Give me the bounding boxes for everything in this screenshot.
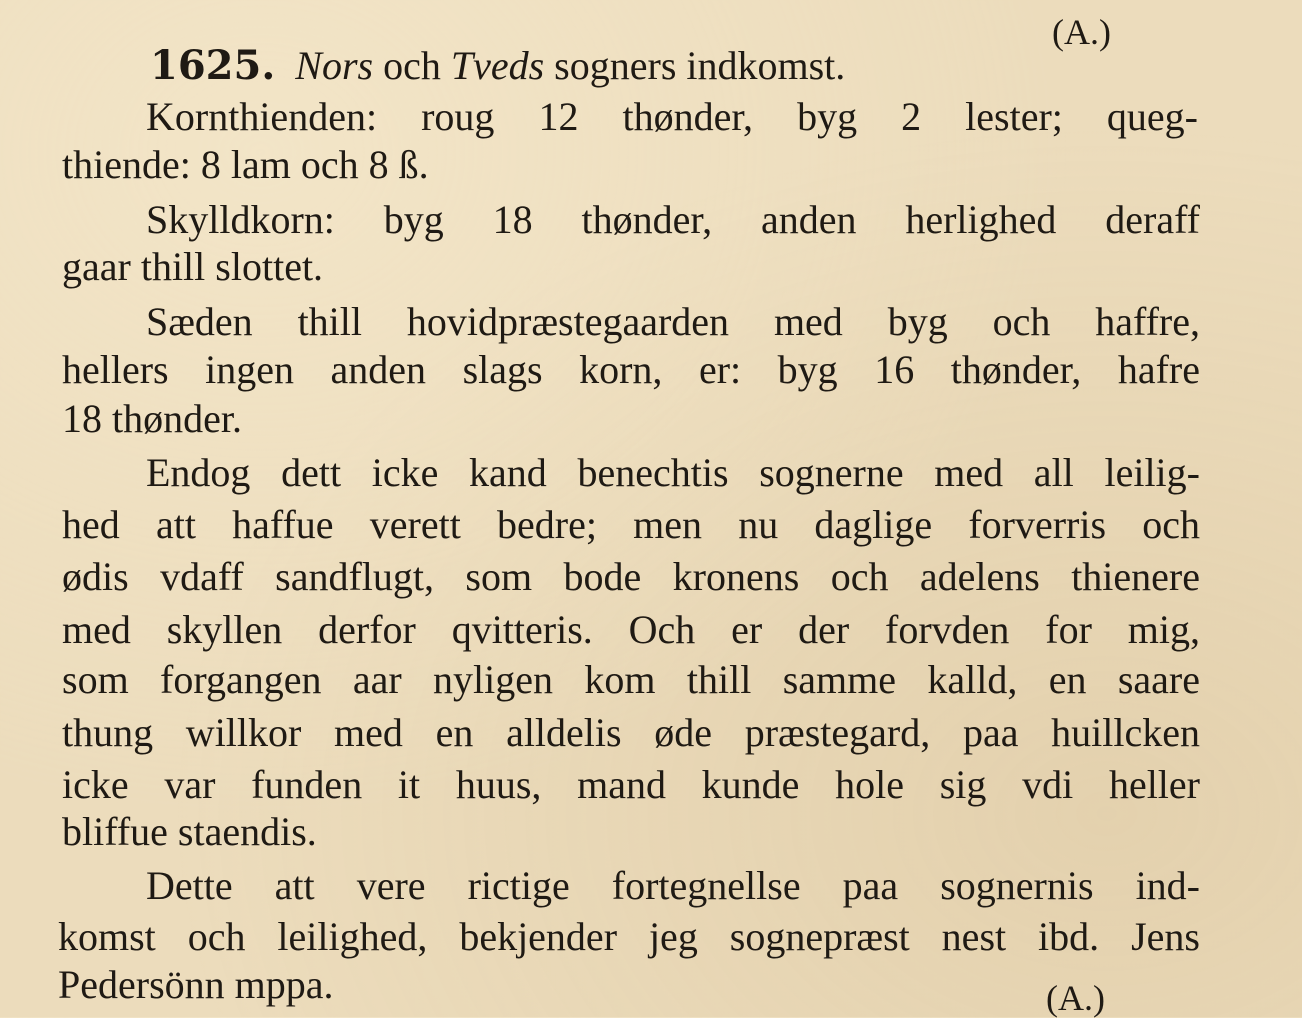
entry-heading [150,42,846,89]
text-line: gaar thill slottet. [62,244,324,289]
heading-rest: sogners indkomst. [554,43,846,88]
text-line: Endog dett icke kand benechtis sognerne med all leilig- [146,450,1200,495]
text-line: Pedersönn mppa. [58,962,334,1007]
text-line: hed att haffue verett bedre; men nu daglige forverris och [62,502,1200,547]
text-line: Dette att vere rictige fortegnellse paa sognernis ind- [146,863,1200,908]
heading-parish-1: Nors [295,43,374,88]
text-line: icke var funden it huus, mand kunde hole sig vdi heller [62,762,1200,807]
text-line: 18 thønder. [62,396,242,441]
text-line: med skyllen derfor qvitteris. Och er der forvden for mig, [62,607,1200,652]
text-line: Sæden thill hovidpræstegaarden med byg och haffre, [146,299,1200,344]
text-line: Kornthienden: roug 12 thønder, byg 2 lester; queg- [146,94,1198,139]
source-mark-bottom: (A.) [1046,978,1105,1018]
text-line: hellers ingen anden slags korn, er: byg 16 thønder, hafre [62,347,1200,392]
source-mark-top: (A.) [1052,12,1111,52]
text-line: Skylldkorn: byg 18 thønder, anden herlighed deraff [146,197,1200,242]
heading-conjunction: och [383,43,441,88]
text-line: thiende: 8 lam och 8 ß. [62,142,429,187]
entry-number: 1625. [150,42,276,89]
heading-parish-2: Tveds [450,43,545,88]
text-line: thung willkor med en alldelis øde præstegard, paa huillcken [62,710,1200,755]
text-line: ødis vdaff sandflugt, som bode kronens och adelens thienere [62,554,1200,599]
text-line: komst och leilighed, bekjender jeg sognepræst nest ibd. Jens [58,914,1200,959]
text-line: som forgangen aar nyligen kom thill samme kalld, en saare [62,657,1200,702]
text-line: bliffue staendis. [62,809,317,854]
